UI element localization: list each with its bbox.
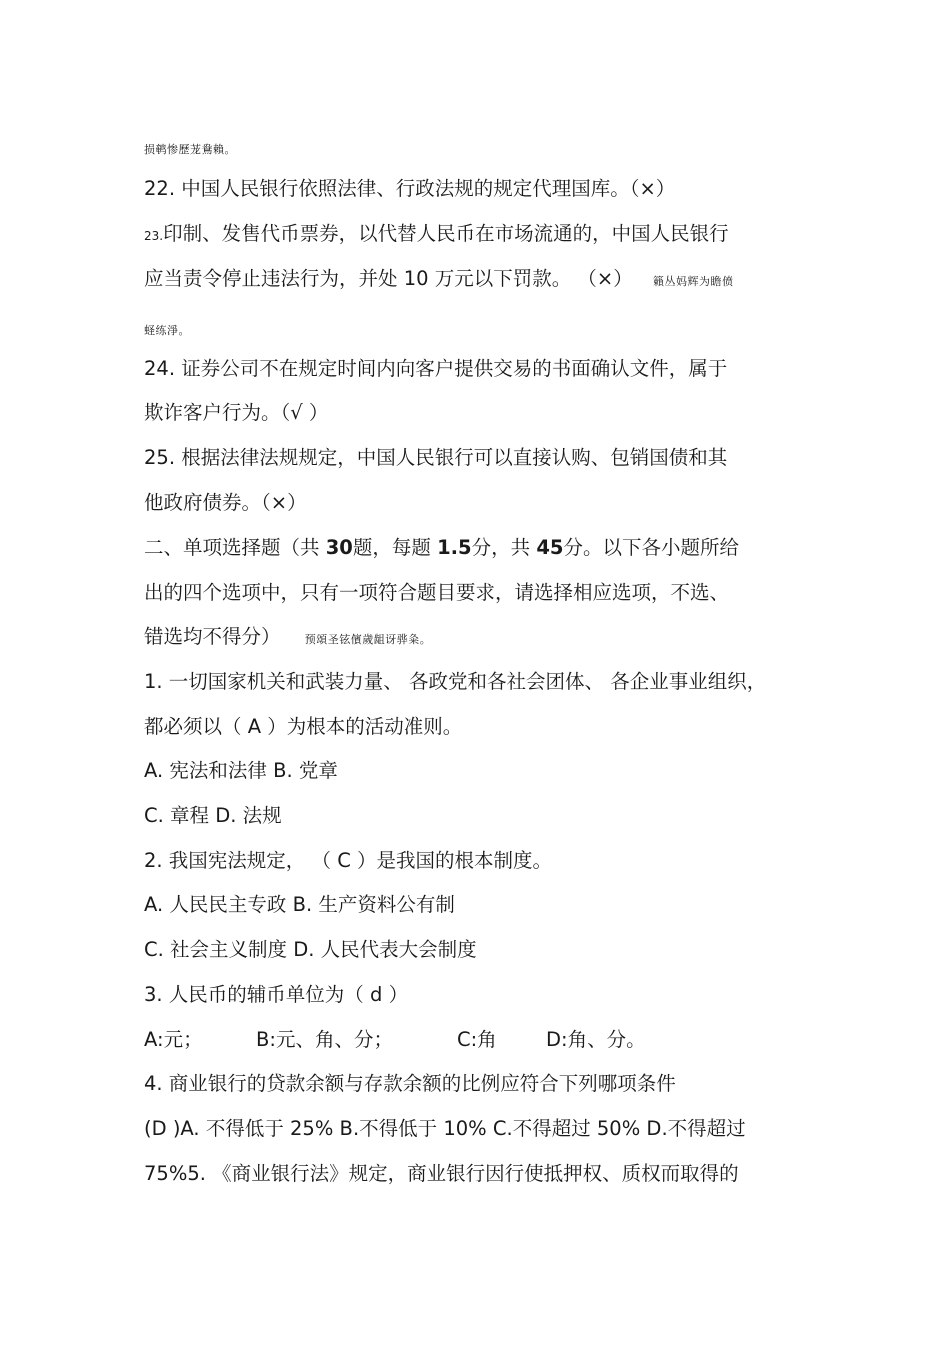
mc-question-3: 3. 人民币的辅币单位为（ d ） <box>144 983 409 1006</box>
question-count: 30 <box>325 536 353 559</box>
option-b: B:元、角、分； <box>256 1028 393 1051</box>
question-24-cont: 欺诈客户行为。（√ ） <box>144 401 329 424</box>
section-instructions: 出的四个选项中，只有一项符合题目要求，请选择相应选项，不选、 <box>144 581 730 604</box>
question-25-cont: 他政府债券。（×） <box>144 491 307 514</box>
mc-options-2b: C. 社会主义制度 D. 人民代表大会制度 <box>144 938 477 961</box>
mc-question-4: 4. 商业银行的贷款余额与存款余额的比例应符合下列哪项条件 <box>144 1072 676 1095</box>
question-text: 印制、发售代币票券，以代替人民币在市场流通的，中国人民银行 <box>163 222 729 245</box>
option-d: D:角、分。 <box>546 1028 646 1051</box>
option-a: A:元； <box>144 1028 203 1051</box>
mc-options-1a: A. 宪法和法律 B. 党章 <box>144 759 338 782</box>
heading-text: 二、单项选择题（共 <box>144 536 320 559</box>
mc-question-1-cont: 都必须以（ A ）为根本的活动准则。 <box>144 715 463 738</box>
section-heading <box>144 534 739 562</box>
mc-options-1b: C. 章程 D. 法规 <box>144 804 282 827</box>
mc-question-5: 75%5. 《商业银行法》规定，商业银行因行使抵押权、质权而取得的 <box>144 1162 739 1185</box>
garbled-text: 损鹌惨歷茏鴦賴。 <box>144 143 236 156</box>
question-24: 24. 证券公司不在规定时间内向客户提供交易的书面确认文件，属于 <box>144 357 728 380</box>
question-number: 23. <box>144 229 164 243</box>
mc-options-2a: A. 人民民主专政 B. 生产资料公有制 <box>144 893 455 916</box>
section-instructions-cont <box>144 623 431 654</box>
mc-question-1: 1. 一切国家机关和武装力量、 各政党和各社会团体、 各企业事业组织， <box>144 670 767 693</box>
mc-question-2: 2. 我国宪法规定， （ C ）是我国的根本制度。 <box>144 849 553 872</box>
question-25: 25. 根据法律法规规定，中国人民银行可以直接认购、包销国债和其 <box>144 446 728 469</box>
heading-text: 分，共 <box>471 536 531 559</box>
garbled-text: 预頌圣铉儐歲龃讶骅粂。 <box>304 633 432 646</box>
heading-text: 分。以下各小题所给 <box>563 536 739 559</box>
points-each: 1.5 <box>437 536 472 559</box>
points-total: 45 <box>536 536 564 559</box>
instruction-text: 错选均不得分） <box>144 625 281 648</box>
mc-options-4: (D )A. 不得低于 25% B.不得低于 10% C.不得超过 50% D.不得超过 <box>144 1117 746 1140</box>
question-23-cont <box>144 265 733 296</box>
question-23 <box>144 220 729 250</box>
garbled-text: 蛏练淨。 <box>144 324 190 337</box>
question-text: 应当责令停止违法行为，并处 10 万元以下罚款。 （×） <box>144 267 633 290</box>
heading-text: 题，每题 <box>352 536 431 559</box>
garbled-text: 籟丛妈辉为瞻偾 <box>652 275 734 288</box>
question-22: 22. 中国人民银行依照法律、行政法规的规定代理国库。（×） <box>144 177 676 200</box>
option-c: C:角 <box>457 1028 497 1051</box>
